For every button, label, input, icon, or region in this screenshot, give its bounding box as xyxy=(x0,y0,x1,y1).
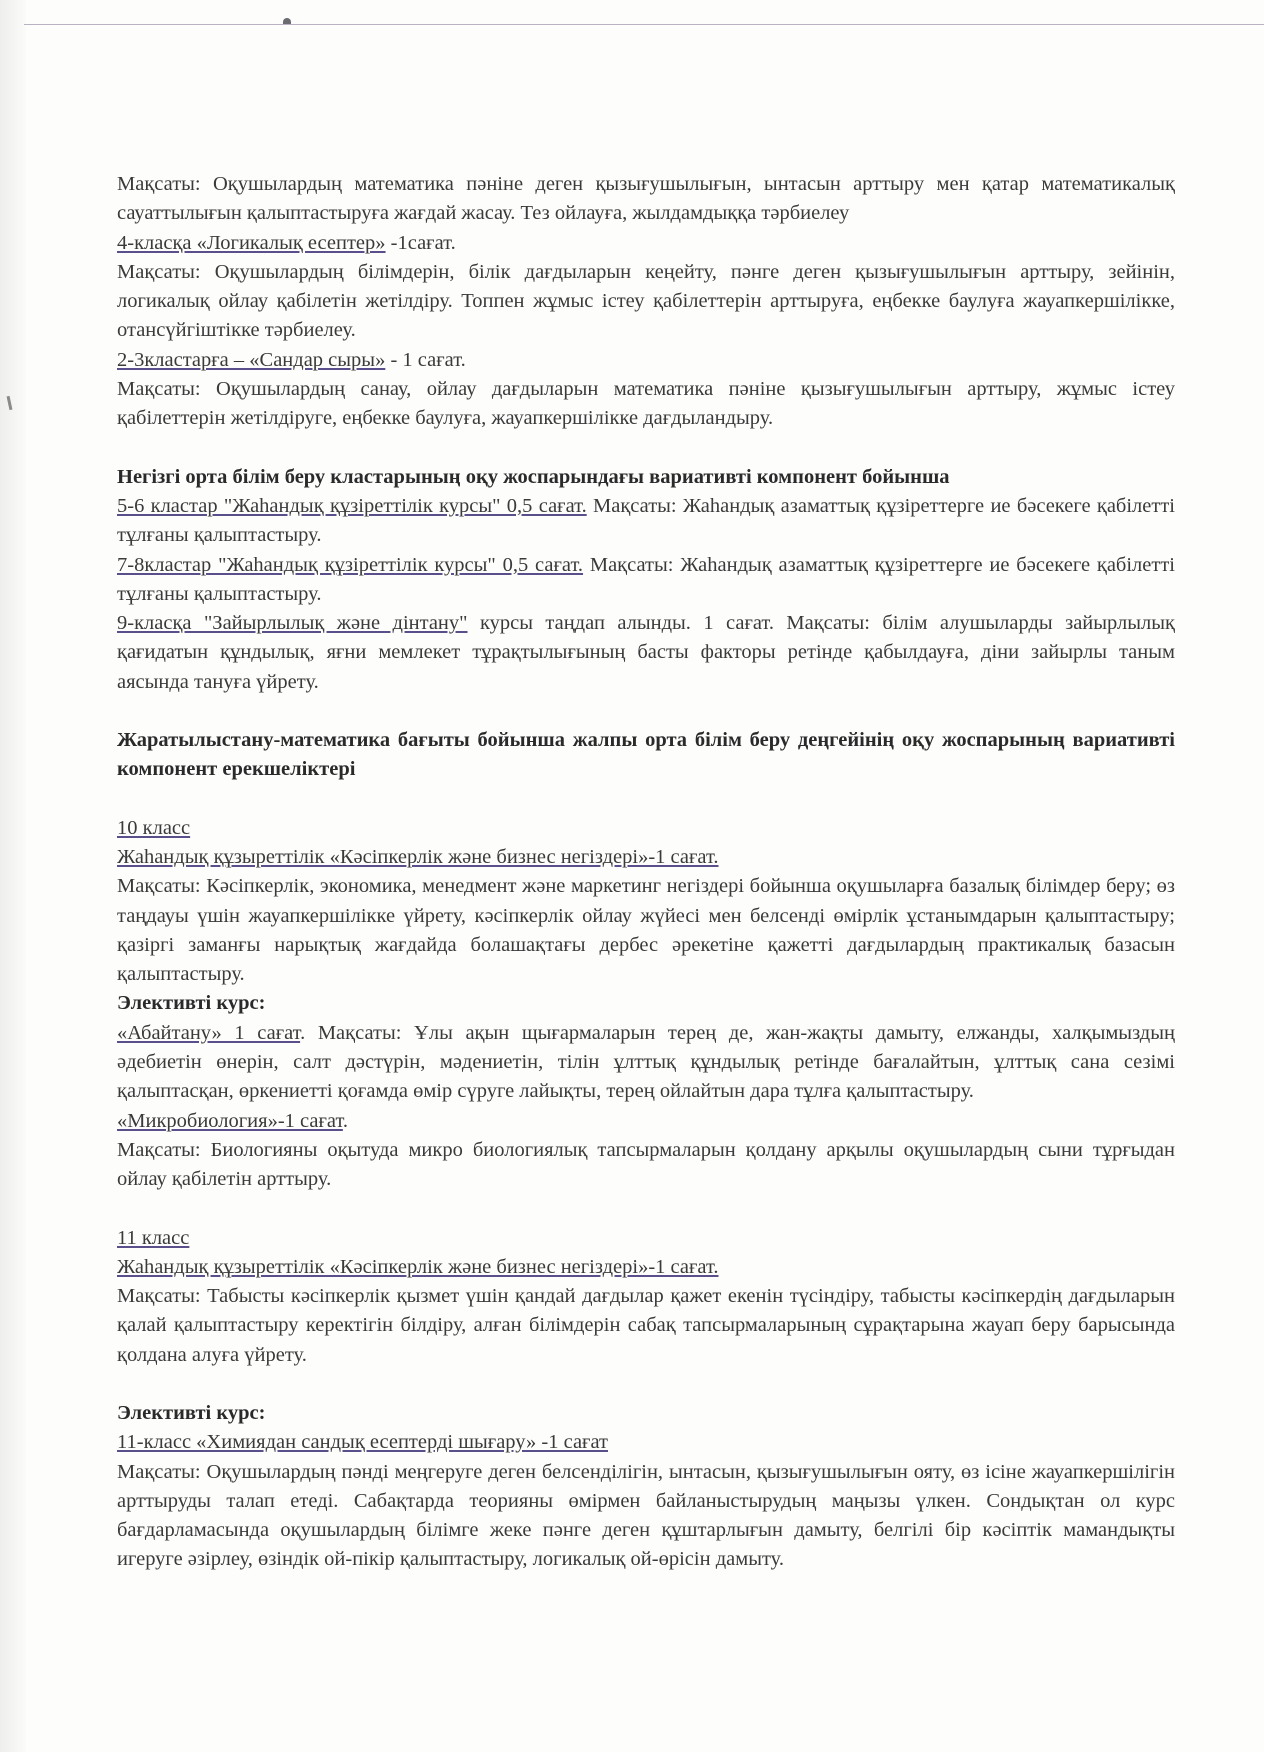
aim-paragraph: Мақсаты: Биологияны оқытуда микро биологиялық тапсырмаларын қолдану арқылы оқушылардың сыни тұрғыдан ойлау қабілетін арттыру. xyxy=(117,1138,1175,1191)
course-paragraph xyxy=(117,609,1175,697)
elective-heading: Элективті курс: xyxy=(117,992,266,1015)
course-hours: -1сағат. xyxy=(385,231,456,254)
scan-top-rule xyxy=(24,24,1264,25)
aim-paragraph: Мақсаты: Оқушылардың пәнді меңгеруге деген белсенділігін, ынтасын, қызығушылығын ояту, өз ісіне жауапкершілігін арттыруды талап етеді. Сабақтарда теорияны өмірмен байланыстырудың маңызы үлкен. Сондықтан ол курс бағдарламасында оқушылардың білімге жеке пәнге деген құштарлығын дамыту, белгілі бір кәсіптік мамандықты игеруге әзірлеу, өзіндік ой-пікір қалыптастыру, логикалық ой-өрісін дамыту. xyxy=(117,1460,1175,1571)
course-line xyxy=(117,346,1175,375)
grade-label xyxy=(117,1224,1175,1253)
section-heading: Жаратылыстану-математика бағыты бойынша жалпы орта білім беру деңгейінің оқу жоспарының вариативті компонент ерекшеліктері xyxy=(117,729,1175,781)
elective-heading: Элективті курс: xyxy=(117,1401,266,1424)
course-title: 11-класс «Химиядан сандық есептерді шығару» -1 сағат xyxy=(117,1431,608,1454)
scan-artifact xyxy=(283,18,291,24)
course-hours: - 1 сағат. xyxy=(385,348,466,371)
course-title: 9-класқа "Зайырлылық және дінтану" xyxy=(117,612,468,635)
grade-title: 10 класс xyxy=(117,816,191,839)
course-line xyxy=(117,229,1175,258)
course-title: 7-8кластар "Жаһандық құзіреттілік курсы" 0,5 сағат. xyxy=(117,553,584,576)
aim-paragraph: Мақсаты: Оқушылардың білімдерін, білік дағдыларын кеңейту, пәнге деген қызығушылығын арттыру, зейінін, логикалық ойлау қабілетін жетілдіру. Топпен жұмыс істеу қабілеттерін арттыруға, еңбекке баулуға жауапкершілікке, отансүйгіштікке тәрбиелеу. xyxy=(117,260,1175,342)
course-title: 4-класқа «Логикалық есептер» xyxy=(117,231,386,254)
aim-paragraph: Мақсаты: Табысты кәсіпкерлік қызмет үшін қандай дағдылар қажет екенін түсіндіру, табысты кәсіпкердің дағдыларын қалай қалыптастыру керектігін білдіру, алған білімдерін сабақ тапсырмаларының сұрақтарына жауап беру барысында қолдана алуға үйрету. xyxy=(117,1285,1175,1366)
course-paragraph xyxy=(117,551,1175,610)
course-line xyxy=(117,843,1175,872)
course-paragraph xyxy=(117,492,1175,551)
course-line xyxy=(117,1428,1175,1457)
course-title: «Абайтану» 1 сағат xyxy=(117,1021,301,1044)
course-title: Жаһандық құзыреттілік «Кәсіпкерлік және бизнес негіздері»-1 сағат. xyxy=(117,845,719,868)
course-aim: курсы таңдап алынды. 1 сағат. Мақсаты: білім алушыларды зайырлылық қағидатын құндылық, яғни мемлекет тұрақтылығының басты факторы ретінде қабылдауға, діни зайырлы таным аясында тануға үйрету. xyxy=(117,612,1175,693)
course-dot: . xyxy=(342,1109,348,1132)
aim-paragraph: Мақсаты: Оқушылардың математика пәніне деген қызығушылығын, ынтасын арттыру мен қатар математикалық сауаттылығын қалыптастыруға жағдай жасау. Тез ойлауға, жылдамдыққа тәрбиелеу xyxy=(117,173,1175,225)
course-aim: Мақсаты: Жаһандық азаматтық құзіреттерге ие бәсекеге қабілетті тұлғаны қалыптастыру. xyxy=(117,553,1175,605)
course-aim: Мақсаты: Жаһандық азаматтық құзіреттерге ие бәсекеге қабілетті тұлғаны қалыптастыру. xyxy=(117,494,1175,547)
course-title: 2-3кластарға – «Сандар сыры» xyxy=(117,348,386,371)
grade-title: 11 класс xyxy=(117,1226,190,1249)
section-heading: Негізгі орта білім беру кластарының оқу жоспарындағы вариативті компонент бойынша xyxy=(117,465,950,488)
course-line xyxy=(117,1253,1175,1282)
grade-label xyxy=(117,814,1175,843)
aim-paragraph: Мақсаты: Оқушылардың санау, ойлау дағдыларын математика пәніне қызығушылығын арттыру, жұмыс істеу қабілеттерін жетілдіруге, еңбекке баулуға, жауапкершілікке дағдыландыру. xyxy=(117,378,1175,430)
course-paragraph xyxy=(117,1019,1175,1107)
course-line xyxy=(117,1107,1175,1136)
course-aim: . Мақсаты: Ұлы ақын щығармаларын терең де, жан-жақты дамыту, елжанды, халқымыздың әдебиетін өнерін, салт дәстүрін, мәдениетін, тілін ұлттық құндылық ретінде бағалайтын, ұлттық сана сезімі қалыптасқан, өркениетті қоғамда өмір сүруге лайықты, терең ойлайтын дара тұлға қалыптастыру. xyxy=(117,1021,1175,1103)
course-title: «Микробиология»-1 сағат xyxy=(117,1109,343,1132)
scan-left-edge xyxy=(0,0,26,1752)
course-title: Жаһандық құзыреттілік «Кәсіпкерлік және бизнес негіздері»-1 сағат. xyxy=(117,1255,719,1278)
course-title: 5-6 кластар "Жаһандық құзіреттілік курсы" 0,5 сағат. xyxy=(117,494,587,517)
aim-paragraph: Мақсаты: Кәсіпкерлік, экономика, менедмент және маркетинг негіздері бойынша оқушыларға базалық білімдер беру; өз таңдауы үшін жауапкершілікке үйрету, кәсіпкерлік ойлау жүйесі мен белсенді өмірлік ұстанымдарын қалыптастыру; қазіргі заманғы нарықтық жағдайда болашақтағы дербес әрекетіне қажетті дағдылардың практикалық базасын қалыптастыру. xyxy=(117,875,1175,986)
document-page xyxy=(117,170,1175,1575)
